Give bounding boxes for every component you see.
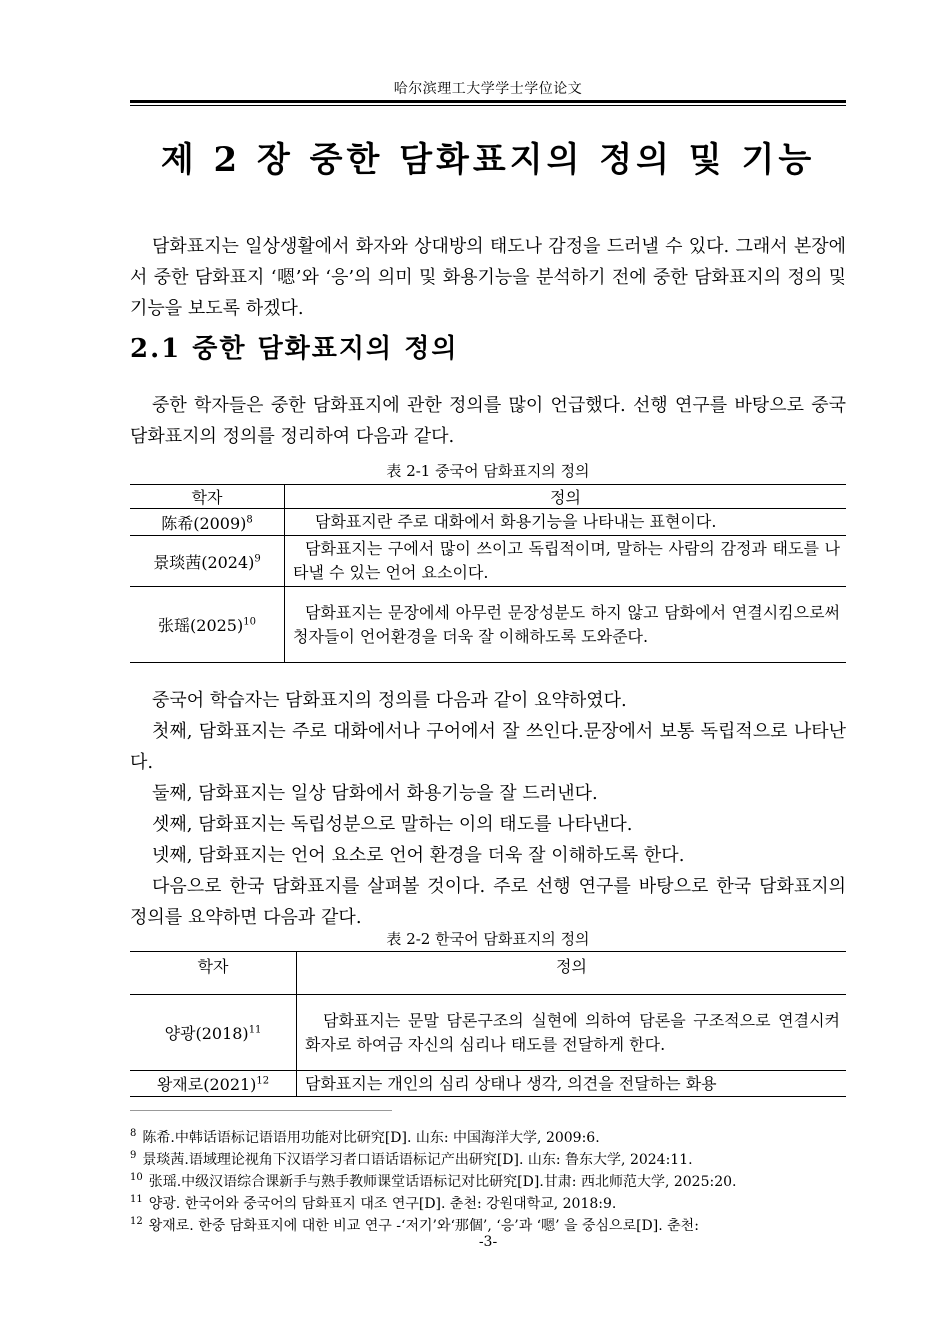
table-cell-scholar [130, 1071, 297, 1097]
table-row [130, 536, 846, 587]
header-rule-thin [130, 105, 846, 106]
table-row [130, 995, 846, 1071]
running-head: 哈尔滨理工大学学士学位论文 [393, 81, 583, 97]
table-cell-definition: 담화표지는 구에서 많이 쓰이고 독립적이며, 말하는 사람의 감정과 태도를 나타낼 수 있는 언어 요소이다. [293, 539, 840, 582]
table-cell-definition: 담화표지는 문장에세 아무런 문장성분도 하지 않고 담화에서 연결시킴으로써 청자들이 언어환경을 더욱 잘 이해하도록 도와준다. [293, 602, 840, 646]
summary-point-4 [130, 840, 846, 871]
footnote-ref: 10 [243, 616, 256, 628]
footnote [130, 1215, 846, 1235]
scholar-name: 양광(2018) [164, 1024, 249, 1043]
footnote-ref: 9 [254, 553, 261, 565]
table-cell-definition: 담화표지는 문말 담론구조의 실현에 의하여 담론을 구조적으로 연결시켜 화자로 하여금 자신의 심리나 태도를 전달하게 한다. [305, 1010, 840, 1054]
scholar-name: 张瑶(2025) [158, 616, 244, 635]
summary-next [130, 871, 846, 933]
table-header-scholar: 학자 [130, 485, 285, 509]
footnote-text: 景琰茜.语域理论视角下汉语学习者口语话语标记产出研究[D]. 山东: 鲁东大学, 2024:11. [142, 1152, 693, 1168]
table2-caption: 表 2-2 한국어 담화표지의 정의 [386, 930, 590, 948]
summary-point-text: 셋째, 담화표지는 독립성분으로 말하는 이의 태도를 나타낸다. [152, 814, 633, 835]
footnote-ref: 12 [256, 1075, 270, 1087]
footnote-text: 陈希.中韩话语标记语语用功能对比研究[D]. 山东: 中国海洋大学, 2009:6. [142, 1130, 600, 1146]
table-cell-scholar [130, 995, 297, 1071]
summary-point-text: 둘째, 담화표지는 일상 담화에서 화용기능을 잘 드러낸다. [152, 783, 598, 804]
table-cell-definition: 담화표지란 주로 대화에서 화용기능을 나타내는 표현이다. [315, 512, 717, 531]
table-row [130, 1071, 846, 1097]
scholar-name: 陈希(2009) [161, 513, 247, 533]
table2 [130, 951, 846, 1097]
footnote [130, 1149, 846, 1169]
table-header-row [130, 952, 846, 995]
footnote-number: 11 [130, 1194, 143, 1206]
section-title: 2.1 중한 담화표지의 정의 [130, 334, 459, 364]
footnote-ref: 8 [246, 514, 253, 526]
footnote-number: 9 [130, 1150, 137, 1162]
summary-next-text: 다음으로 한국 담화표지를 살펴볼 것이다. 주로 선행 연구를 바탕으로 한국 담화표지의 정의를 요약하면 다음과 같다. [130, 876, 846, 928]
header-rule-thick [130, 100, 846, 103]
summary-point-1 [130, 716, 846, 778]
summary-point-2 [130, 778, 846, 809]
scholar-name: 왕재로(2021) [156, 1075, 257, 1094]
scholar-name: 景琰茜(2024) [153, 552, 255, 572]
table-cell-scholar [130, 536, 285, 587]
summary-intro [130, 685, 846, 716]
footnote-number: 10 [130, 1172, 143, 1184]
table1 [130, 484, 846, 663]
table-row [130, 587, 846, 663]
table-cell-scholar [130, 509, 285, 536]
intro-paragraph-text: 담화표지는 일상생활에서 화자와 상대방의 태도나 감정을 드러낼 수 있다. 그래서 본장에서 중한 담화표지 ‘嗯’와 ‘응’의 의미 및 화용기능을 분석하기 전에 중한 담화표지의 정의 및 기능을 보도록 하겠다. [130, 236, 846, 319]
footnote [130, 1171, 846, 1191]
table-cell-scholar [130, 587, 285, 663]
table-header-definition: 정의 [550, 488, 581, 507]
section-paragraph [130, 390, 846, 452]
table1-caption: 表 2-1 중국어 담화표지의 정의 [386, 462, 590, 480]
page-number: -3- [478, 1234, 498, 1250]
table-cell-definition: 담화표지는 개인의 심리 상태나 생각, 의견을 전달하는 화용 [305, 1073, 717, 1093]
summary-point-3 [130, 809, 846, 840]
footnote-text: 张瑶.中级汉语综合课新手与熟手教师课堂话语标记对比研究[D].甘肃: 西北师范大学, 2025:20. [148, 1174, 737, 1190]
table-header-row [130, 485, 846, 509]
table-header-definition: 정의 [556, 957, 587, 976]
footnote-text: 양광. 한국어와 중국어의 담화표지 대조 연구[D]. 춘천: 강원대학교, 2018:9. [148, 1196, 617, 1212]
summary-point-text: 넷째, 담화표지는 언어 요소로 언어 환경을 더욱 잘 이해하도록 한다. [152, 845, 685, 866]
table-row [130, 509, 846, 536]
footnote-ref: 11 [248, 1024, 262, 1036]
footnote-number: 8 [130, 1128, 137, 1140]
summary-intro-text: 중국어 학습자는 담화표지의 정의를 다음과 같이 요약하였다. [152, 690, 627, 711]
intro-paragraph [130, 231, 846, 324]
section-paragraph-text: 중한 학자들은 중한 담화표지에 관한 정의를 많이 언급했다. 선행 연구를 바탕으로 중국 담화표지의 정의를 정리하여 다음과 같다. [130, 395, 846, 447]
table-header-scholar: 학자 [130, 952, 297, 995]
footnote [130, 1127, 846, 1147]
footnote-text: 왕재로. 한중 담화표지에 대한 비교 연구 -‘저기’와‘那個’, ‘응’과 ‘嗯’ 을 중심으로[D]. 춘천: [148, 1218, 699, 1234]
summary-point-text: 첫째, 담화표지는 주로 대화에서나 구어에서 잘 쓰인다.문장에서 보통 독립적으로 나타난다. [130, 721, 846, 773]
footnote-separator [130, 1110, 392, 1111]
footnote [130, 1193, 846, 1213]
chapter-title: 제 2 장 중한 담화표지의 정의 및 기능 [160, 140, 816, 180]
footnote-number: 12 [130, 1216, 143, 1228]
